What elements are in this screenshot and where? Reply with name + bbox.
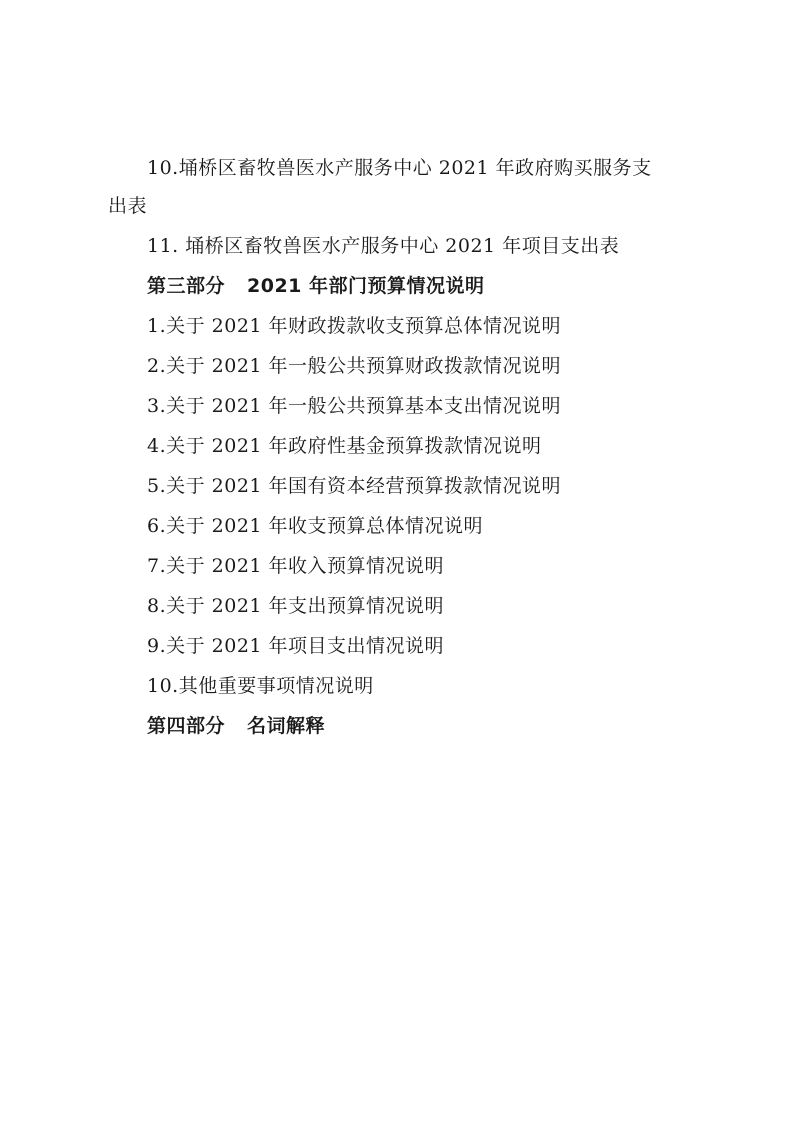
section-title-part3: 2021 年部门预算情况说明 xyxy=(247,275,485,297)
section-title-part4: 名词解释 xyxy=(247,715,326,737)
section-heading-part4 xyxy=(147,713,325,739)
toc-item-part3-6: 6.关于 2021 年收支预算总体情况说明 xyxy=(147,515,484,537)
toc-item-part2-11: 11. 埇桥区畜牧兽医水产服务中心 2021 年项目支出表 xyxy=(147,235,620,257)
toc-item-part3-10: 10.其他重要事项情况说明 xyxy=(147,675,374,697)
toc-item-part3-8: 8.关于 2021 年支出预算情况说明 xyxy=(147,595,445,617)
toc-item-part3-9: 9.关于 2021 年项目支出情况说明 xyxy=(147,635,445,657)
toc-item-part3-1: 1.关于 2021 年财政拨款收支预算总体情况说明 xyxy=(147,315,562,337)
toc-item-part3-2: 2.关于 2021 年一般公共预算财政拨款情况说明 xyxy=(147,355,562,377)
toc-item-part3-7: 7.关于 2021 年收入预算情况说明 xyxy=(147,555,445,577)
section-heading-part3 xyxy=(147,273,485,299)
toc-item-part3-3: 3.关于 2021 年一般公共预算基本支出情况说明 xyxy=(147,395,562,417)
section-label-part4: 第四部分 xyxy=(147,715,226,737)
toc-item-part3-4: 4.关于 2021 年政府性基金预算拨款情况说明 xyxy=(147,435,542,457)
toc-item-part2-10-line1: 10.埇桥区畜牧兽医水产服务中心 2021 年政府购买服务支 xyxy=(147,157,652,179)
toc-item-part3-5: 5.关于 2021 年国有资本经营预算拨款情况说明 xyxy=(147,475,562,497)
section-label-part3: 第三部分 xyxy=(147,275,226,297)
toc-item-part2-10-line2: 出表 xyxy=(108,195,148,217)
